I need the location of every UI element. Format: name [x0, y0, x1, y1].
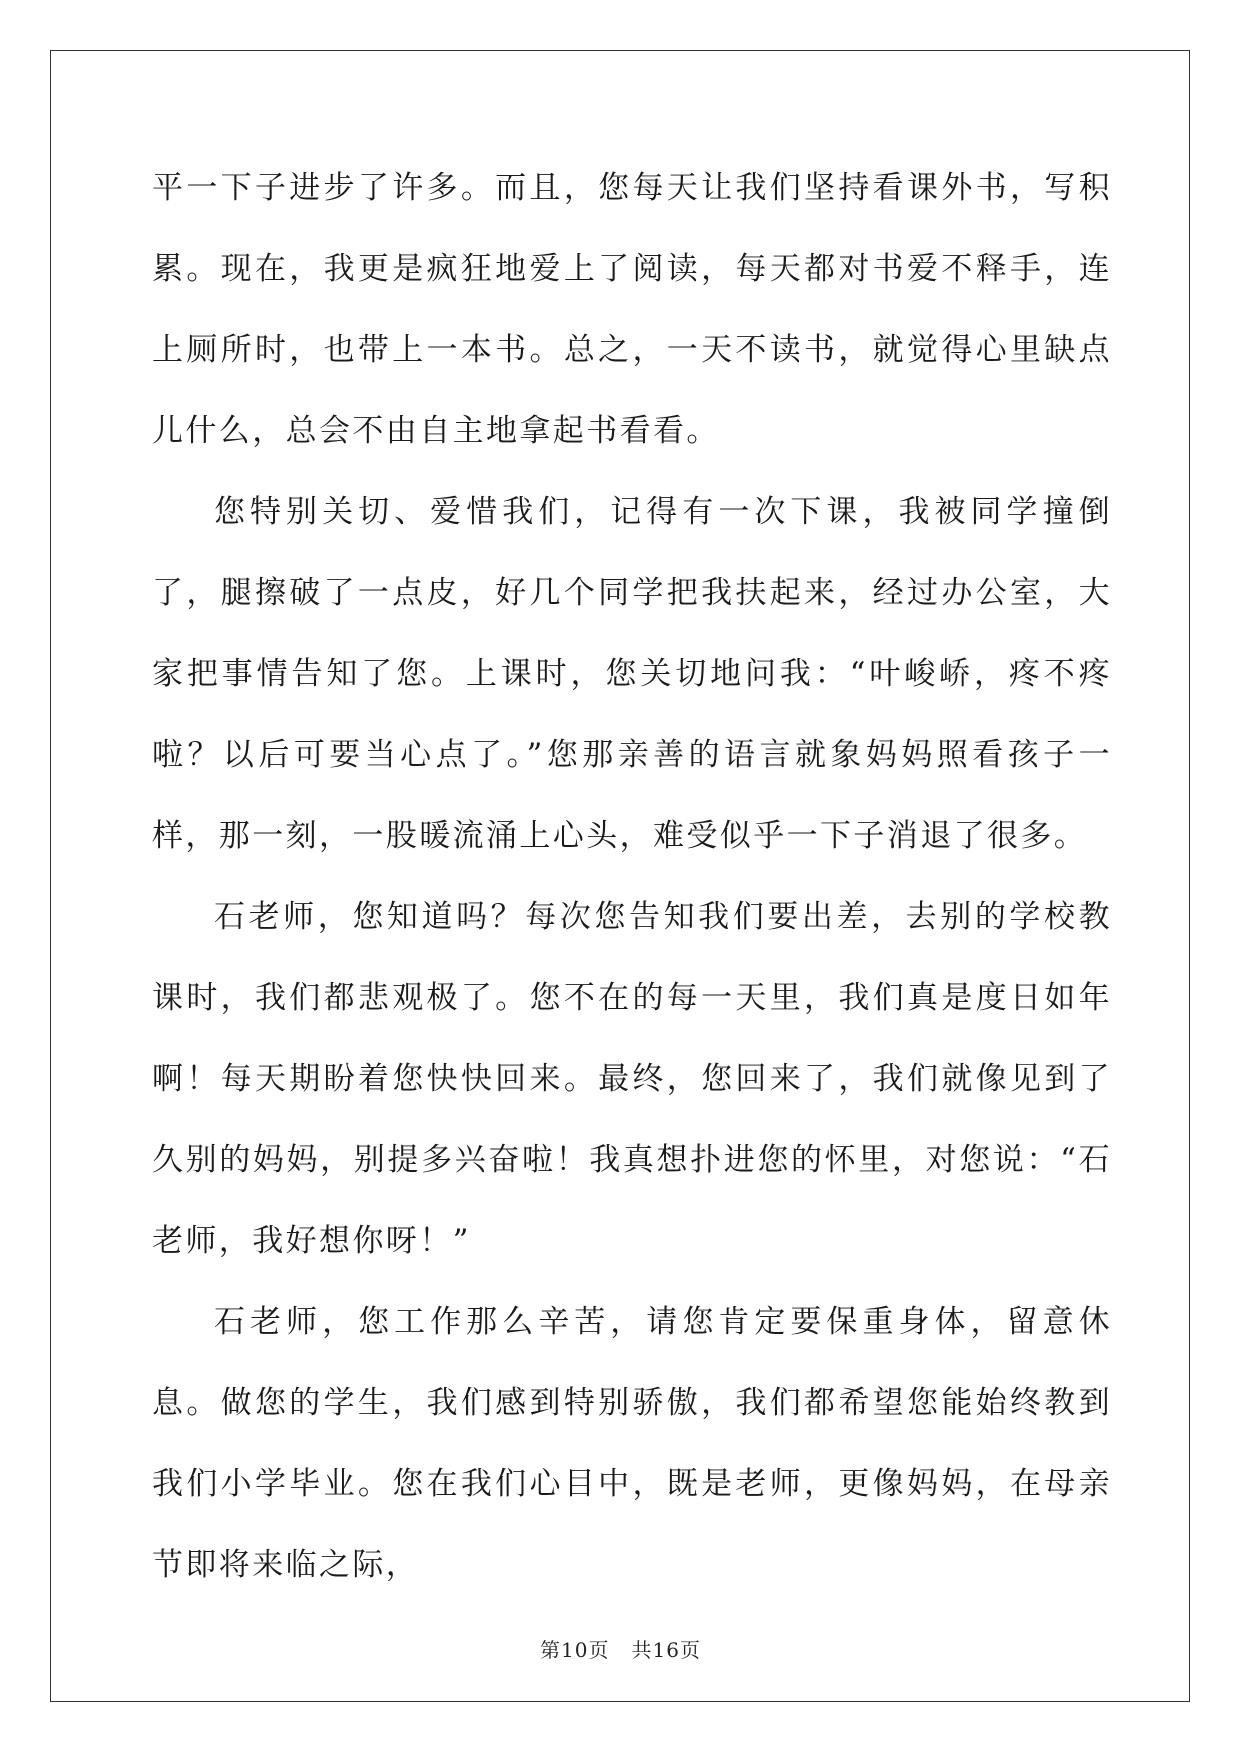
paragraph-2: 您特别关切、爱惜我们，记得有一次下课，我被同学撞倒了，腿擦破了一点皮，好几个同学把我扶起来，经过办公室，大家把事情告知了您。上课时，您关切地问我：“叶峻峤，疼不疼啦？以后可要当心点了。”您那亲善的语言就象妈妈照看孩子一样，那一刻，一股暖流涌上心头，难受似乎一下子消退了很多。: [152, 494, 1112, 854]
page-number: 第10页: [540, 1638, 610, 1662]
page-total: 共16页: [631, 1638, 701, 1662]
body-text: [152, 148, 1112, 1606]
footer-spacer: [609, 1638, 631, 1662]
paragraph-3: 石老师，您知道吗？每次您告知我们要出差，去别的学校教课时，我们都悲观极了。您不在的每一天里，我们真是度日如年啊！每天期盼着您快快回来。最终，您回来了，我们就像见到了久别的妈妈，别提多兴奋啦！我真想扑进您的怀里，对您说：“石老师，我好想你呀！”: [152, 899, 1112, 1259]
paragraph-1: 平一下子进步了许多。而且，您每天让我们坚持看课外书，写积累。现在，我更是疯狂地爱上了阅读，每天都对书爱不释手，连上厕所时，也带上一本书。总之，一天不读书，就觉得心里缺点儿什么，总会不由自主地拿起书看看。: [152, 170, 1112, 449]
paragraph-4: 石老师，您工作那么辛苦，请您肯定要保重身体，留意休息。做您的学生，我们感到特别骄傲，我们都希望您能始终教到我们小学毕业。您在我们心目中，既是老师，更像妈妈，在母亲节即将来临之际，: [152, 1304, 1112, 1583]
page-footer: [0, 1634, 1241, 1663]
